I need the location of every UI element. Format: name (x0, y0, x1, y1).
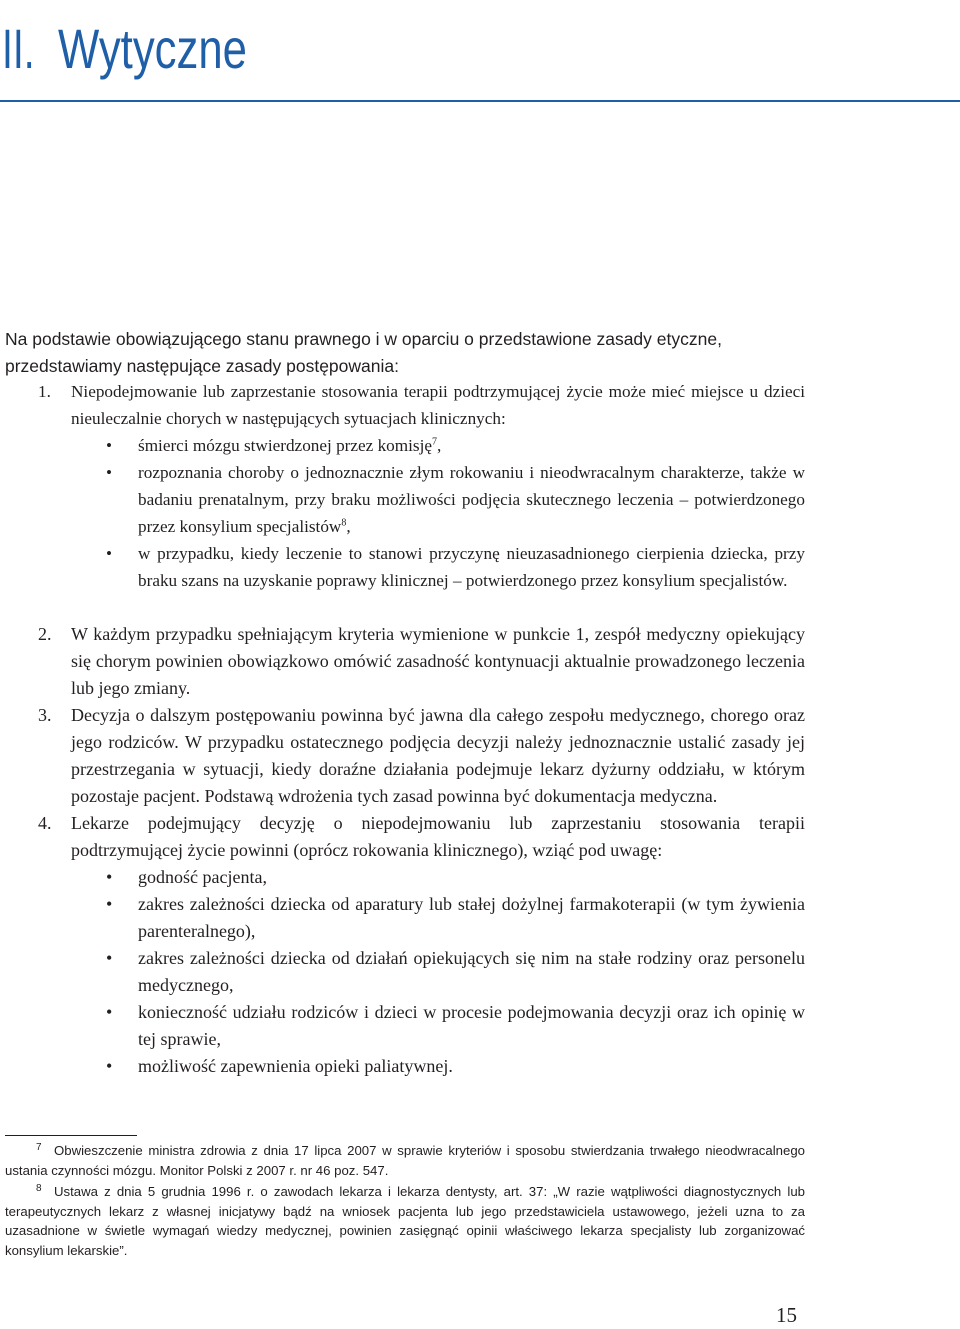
heading-rule (0, 100, 960, 102)
guideline-item-4 (0, 810, 805, 1080)
page-number: 15 (776, 1303, 797, 1327)
footnote-number: 7 (36, 1142, 42, 1153)
bullet-text: godność pacjenta, (138, 867, 267, 887)
list-item (0, 1053, 805, 1080)
bullet-icon: • (106, 463, 113, 482)
list-item (0, 459, 805, 540)
list-item (0, 945, 805, 999)
list-item (0, 864, 805, 891)
guidelines-list-part1 (0, 378, 805, 594)
item-number: 4. (38, 813, 52, 833)
footnote-separator (5, 1135, 137, 1136)
guideline-item-3 (0, 702, 805, 810)
list-item (0, 540, 805, 594)
bullet-icon: • (106, 544, 113, 563)
bullet-text: w przypadku, kiedy leczenie to stanowi przyczynę nieuzasadnionego cierpienia dziecka, przy braku szans na uzyskanie poprawy klinicznej – potwierdzonego przez konsylium specjalistów. (138, 544, 805, 590)
list-item (0, 999, 805, 1053)
bullet-icon: • (106, 894, 113, 914)
bullet-text: zakres zależności dziecka od działań opiekujących się nim na stałe rodziny oraz personelu medycznego, (138, 948, 805, 995)
bullet-icon: • (106, 1056, 113, 1076)
item-number: 3. (38, 705, 52, 725)
bullet-text: zakres zależności dziecka od aparatury lub stałej dożylnej farmakoterapii (w tym żywienia parenteralnego), (138, 894, 805, 941)
item-number: 1. (38, 382, 51, 401)
item-number: 2. (38, 624, 52, 644)
section-number: II. (2, 17, 35, 80)
item-text: Niepodejmowanie lub zaprzestanie stosowania terapii podtrzymującej życie może mieć miejsce u dzieci nieuleczalnie chorych w następujących sytuacjach klinicznych: (71, 382, 805, 428)
item-text: Lekarze podejmujący decyzję o niepodejmowaniu lub zaprzestaniu stosowania terapii podtrzymującej życie powinni (oprócz rokowania klinicznego), wziąć pod uwagę: (71, 813, 805, 860)
condition-list (71, 432, 805, 594)
footnote-text: Obwieszczenie ministra zdrowia z dnia 17 lipca 2007 w sprawie kryteriów i sposobu stwierdzania trwałego nieodwracalnego ustania czynności mózgu. Monitor Polski z 2007 r. nr 46 poz. 547. (5, 1143, 805, 1178)
considerations-list (71, 864, 805, 1080)
bullet-icon: • (106, 867, 113, 887)
list-item (0, 432, 805, 459)
footnote (5, 1141, 805, 1180)
bullet-suffix: , (346, 517, 351, 536)
guideline-item-1 (0, 378, 805, 594)
bullet-suffix: , (437, 436, 442, 455)
item-text: W każdym przypadku spełniającym kryteria wymienione w punkcie 1, zespół medyczny opiekujący się chorym powinien obowiązkowo omówić zasadność kontynuacji aktualnie prowadzonego leczenia lub jego zmiany. (71, 624, 805, 698)
bullet-text: konieczność udziału rodziców i dzieci w procesie podejmowania decyzji oraz ich opinię w tej sprawie, (138, 1002, 805, 1049)
footnote-text: Ustawa z dnia 5 grudnia 1996 r. o zawodach lekarza i lekarza dentysty, art. 37: „W razie wątpliwości diagnostycznych lub terapeutycznych lekarz z własnej inicjatywy bądź na wniosek pacjenta lub jego przedstawiciela ustawowego, jeżeli uzna to za uzasadnione w świetle wymagań wiedzy medycznej, powinien zasięgnąć opinii właściwego lekarza specjalisty lub zorganizować konsylium lekarskie”. (5, 1184, 805, 1258)
bullet-text: możliwość zapewnienia opieki paliatywnej. (138, 1056, 453, 1076)
item-text: Decyzja o dalszym postępowaniu powinna być jawna dla całego zespołu medycznego, chorego oraz jego rodziców. W przypadku ostatecznego podjęcia decyzji należy jednoznacznie ustalić zasady jej przestrzegania w sytuacji, kiedy doraźne działania podejmuje lekarz dyżurny oddziału, w którym pozostaje pacjent. Podstawą wdrożenia tych zasad powinna być dokumentacja medyczna. (71, 705, 805, 806)
footnotes (5, 1141, 805, 1262)
intro-paragraph: Na podstawie obowiązującego stanu prawnego i w oparciu o przedstawione zasady etyczne, przedstawiamy następujące zasady postępowania: (5, 329, 722, 376)
bullet-icon: • (106, 948, 113, 968)
section-title: Wytyczne (58, 17, 248, 80)
footnote-ref: 7 (432, 436, 438, 448)
section-heading (2, 14, 300, 84)
footnote (5, 1182, 805, 1260)
bullet-icon: • (106, 1002, 113, 1022)
bullet-icon: • (106, 436, 113, 455)
bullet-text: rozpoznania choroby o jednoznacznie złym rokowaniu i nieodwracalnym charakterze, także w badaniu prenatalnym, przy braku możliwości podjęcia skutecznego leczenia – potwierdzonego przez konsylium specjalistów (138, 463, 805, 536)
guideline-item-2 (0, 621, 805, 702)
bullet-text: śmierci mózgu stwierdzonej przez komisję (138, 436, 433, 455)
footnote-ref: 8 (341, 517, 347, 529)
list-item (0, 891, 805, 945)
footnote-number: 8 (36, 1183, 42, 1194)
guidelines-list-part2 (0, 621, 805, 1080)
